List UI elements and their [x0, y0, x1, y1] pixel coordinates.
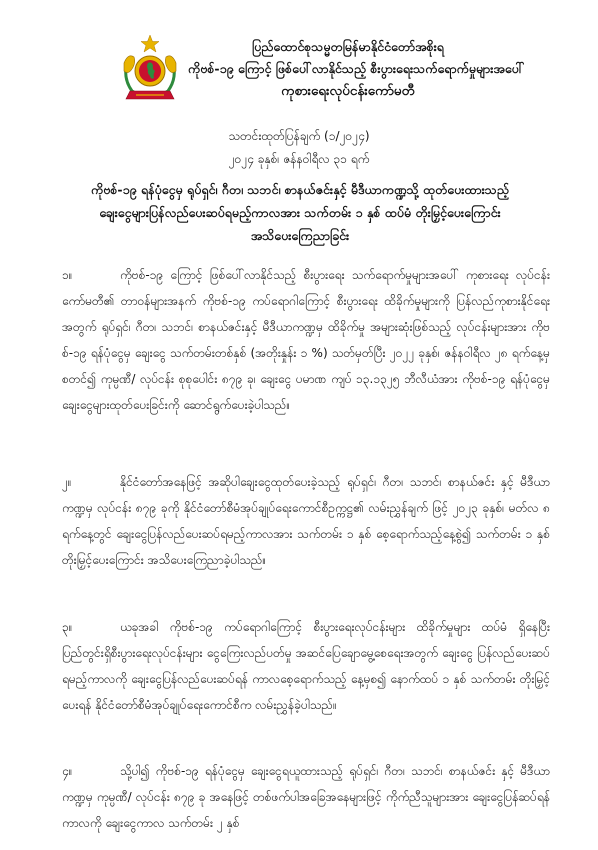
paragraph-number: ၁။: [62, 268, 73, 282]
paragraph-number: ၃။: [62, 620, 73, 634]
announcement-number: သတင်းထုတ်ပြန်ချက် (၁/၂၀၂၄): [228, 129, 370, 143]
announcement-date: ၂၀၂၄ ခုနှစ်၊ ဇန်နဝါရီလ ၃၁ ရက်: [228, 152, 370, 166]
header-government: ပြည်ထောင်စုသမ္မတမြန်မာနိုင်ငံတော်အစိုးရ: [252, 39, 444, 54]
headline-line3: အသိပေးကြေညာခြင်း: [250, 228, 350, 243]
announcement-headline: [50, 178, 550, 247]
paragraph-3: [62, 614, 550, 718]
paragraph-text: နိုင်ငံတော်အနေဖြင့် အဆိုပါချေးငွေထုတ်ပေးခဲ့သည့် ရုပ်ရှင်၊ ဂီတ၊ သဘင်၊ စာနယ်ဇင်း နှင့် မီဒီယာကဏ္ဍမှ လုပ်ငန်း ၈၇၉ ခုကို နိုင်ငံတော်စီမံအုပ်ချုပ်ရေးကောင်စီဥက္ကဋ္ဌ၏ လမ်းညွှန်ချက် ဖြင့် ၂၀၂၃ ခုနှစ်၊ မတ်လ ၈ ရက်နေ့တွင် ချေးငွေပြန်လည်ပေးဆပ်ရမည့်ကာလအား သက်တမ်း ၁ နှစ် စေ့ရောက်သည့်နေ့စွဲ၍ သက်တမ်း ၁ နှစ် တိုးမြှင့်ပေးကြောင်း အသိပေးကြေညာခဲ့ပါသည်။: [62, 475, 550, 567]
state-seal-emblem: [118, 33, 182, 103]
paragraph-4: [62, 758, 550, 836]
paragraph-text: ယခုအခါ ကိုဗစ်-၁၉ ကပ်ရောဂါကြောင့် စီးပွားရေးလုပ်ငန်းများ ထိခိုက်မှုများ ထပ်မံ ရှိနေပြီး ပြည်တွင်းရှိစီးပွားရေးလုပ်ငန်းများ ငွေကြေးလည်ပတ်မှု အဆင်ပြေချောမွေ့စေရေးအတွက် ချေးငွေ ပြန်လည်ပေးဆပ်ရမည့်ကာလကို ချေးငွေပြန်လည်ပေးဆပ်ရန် ကာလစေ့ရောက်သည့် နေ့မှစ၍ နောက်ထပ် ၁ နှစ် သက်တမ်း တိုးမြှင့်ပေးရန် နိုင်ငံတော်စီမံအုပ်ချုပ်ရေးကောင်စီက လမ်းညွှန်ခဲ့ပါသည်။: [62, 620, 550, 712]
header-committee-line1: ကိုဗစ်-၁၉ ကြောင့် ဖြစ်ပေါ်လာနိုင်သည့် စီးပွားရေးသက်ရောက်မှုများအပေါ်: [188, 61, 525, 76]
paragraph-text: ကိုဗစ်-၁၉ ကြောင့် ဖြစ်ပေါ်လာနိုင်သည့် စီးပွားရေး သက်ရောက်မှုများအပေါ် ကုစားရေး လုပ်ငန်းကော်မတီ၏ တာဝန်များအနက် ကိုဗစ်-၁၉ ကပ်ရောဂါကြောင့် စီးပွားရေး ထိခိုက်မှုများကို ပြန်လည်ကုစားနိုင်ရေးအတွက် ရုပ်ရှင်၊ ဂီတ၊ သဘင်၊ စာနယ်ဇင်းနှင့် မီဒီယာကဏ္ဍမှ ထိခိုက်မှု အများဆုံးဖြစ်သည့် လုပ်ငန်းများအား ကိုဗစ်-၁၉ ရန်ပုံငွေမှ ချေးငွေ သက်တမ်းတစ်နှစ် (အတိုးနှုန်း ၁ %) သတ်မှတ်ပြီး ၂၀၂၂ ခုနှစ်၊ ဇန်နဝါရီလ ၂၈ ရက်နေ့မှစတင်၍ ကုမ္ပဏီ/ လုပ်ငန်း စုစုပေါင်း ၈၇၉ ခု၊ ချေးငွေ ပမာဏ ကျပ် ၁၃.၁၃၂၅ ဘီလီယံအား ကိုဗစ်-၁၉ ရန်ပုံငွေမှ ချေးငွေများထုတ်ပေးခြင်းကို ဆောင်ရွက်ပေးခဲ့ပါသည်။: [62, 268, 550, 412]
paragraph-number: ၂။: [62, 475, 72, 489]
paragraph-2: [62, 469, 550, 573]
headline-line1: ကိုဗစ်-၁၉ ရန်ပုံငွေမှ ရုပ်ရှင်၊ ဂီတ၊ သဘင်၊ စာနယ်ဇင်းနှင့် မီဒီယာကဏ္ဍသို့ ထုတ်ပေးထားသည့်: [91, 182, 509, 197]
header-committee-line2: ကုစားရေးလုပ်ငန်းကော်မတီ: [281, 83, 415, 99]
paragraph-number: ၄။: [62, 764, 73, 778]
paragraph-text: သို့ပါ၍ ကိုဗစ်-၁၉ ရန်ပုံငွေမှ ချေးငွေရယူထားသည့် ရုပ်ရှင်၊ ဂီတ၊ သဘင်၊ စာနယ်ဇင်း နှင့် မီဒီယာကဏ္ဍမှ ကုမ္ပဏီ/ လုပ်ငန်း ၈၇၉ ခု အနေဖြင့် တစ်ဖက်ပါအခြေအနေများဖြင့် ကိုက်ညီသူများအား ချေးငွေပြန်ဆပ်ရန်ကာလကို ချေးငွေကာလ သက်တမ်း ၂ နှစ်: [62, 764, 550, 830]
paragraph-1: [62, 262, 550, 418]
headline-line2: ချေးငွေများပြန်လည်ပေးဆပ်ရမည့်ကာလအား သက်တမ်း ၁ နှစ် ထပ်မံ တိုးမြှင့်ပေးကြောင်း: [99, 205, 501, 220]
issuer-header: [188, 36, 525, 102]
